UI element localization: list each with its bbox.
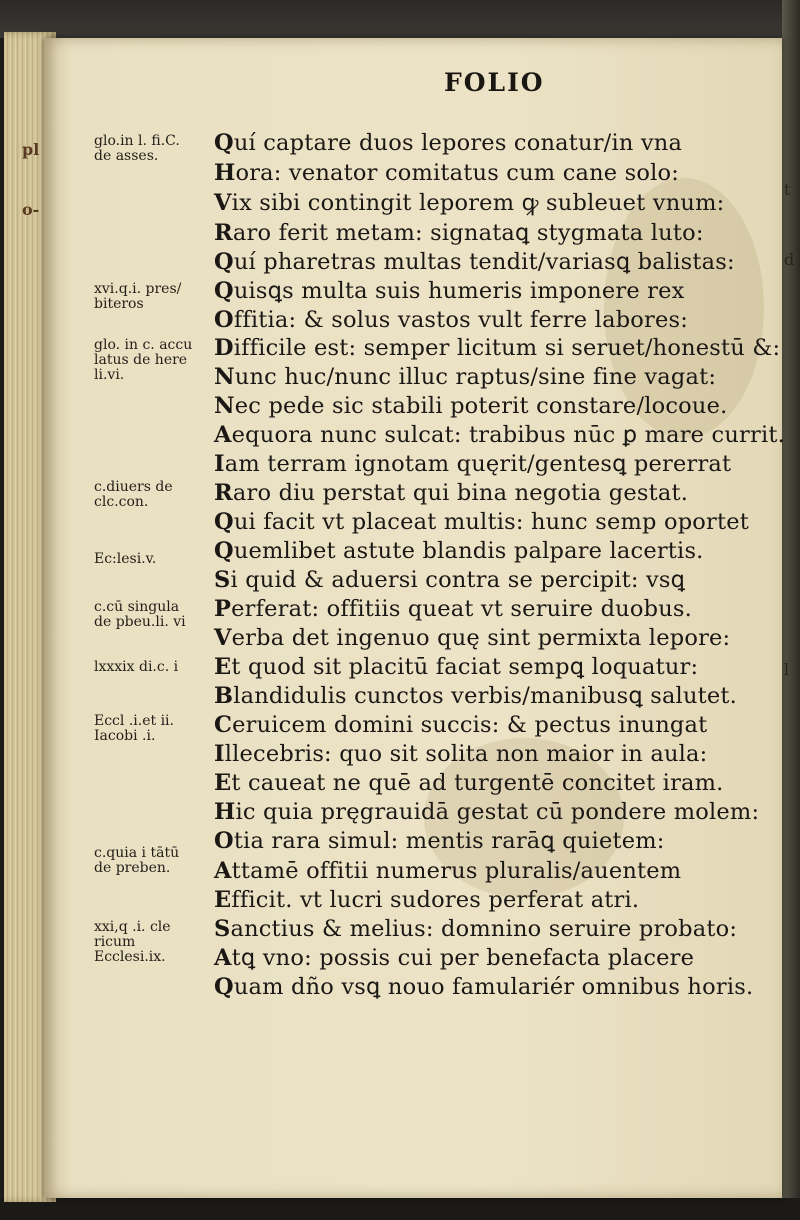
verse-initial: S: [214, 567, 231, 593]
folio-heading: FOLIO: [444, 68, 545, 97]
verse-line: [214, 710, 707, 740]
gloss-line: li.vi.: [94, 367, 125, 383]
verse-initial: N: [214, 393, 235, 419]
verse-initial: H: [214, 160, 236, 186]
verse-text: ttamē offitii numerus pluralis/auentem: [231, 858, 682, 884]
verse-initial: V: [214, 625, 232, 651]
verse-initial: N: [214, 364, 235, 390]
verse-text: uam dño vsꝗ nouo famulariér omnibus horis.: [233, 974, 754, 1000]
edge-mark: pl: [22, 140, 40, 159]
gloss-line: latus de here: [94, 352, 188, 368]
verse-text: landidulis cunctos verbis/manibusꝗ salutet.: [233, 683, 737, 709]
verse-line: [214, 565, 685, 595]
verse-initial: O: [214, 307, 234, 333]
scan-top-edge: [0, 0, 800, 38]
scan-bottom-edge: [0, 1198, 800, 1220]
verse-initial: Q: [214, 130, 234, 156]
verse-line: [214, 856, 681, 886]
fringe-letter: d: [784, 250, 795, 269]
verse-initial: E: [214, 654, 232, 680]
marginal-gloss: [94, 480, 173, 510]
marginal-gloss: [94, 846, 179, 876]
verse-initial: Q: [214, 974, 234, 1000]
verse-text: am terram ignotam quęrit/gentesꝗ pererrat: [224, 451, 732, 477]
verse-initial: A: [214, 858, 232, 884]
gloss-line: de asses.: [94, 148, 159, 164]
verse-initial: R: [214, 480, 233, 506]
verse-text: fficit. vt lucri sudores perferat atri.: [231, 887, 640, 913]
verse-text: uemlibet astute blandis palpare lacertis.: [233, 538, 704, 564]
gloss-line: c.diuers de: [94, 479, 173, 495]
marginal-gloss: [94, 660, 178, 675]
gloss-line: Eccl .i.et ii.: [94, 713, 174, 729]
verse-text: unc huc/nunc illuc raptus/sine fine vagat:: [234, 364, 717, 390]
verse-line: [214, 914, 737, 944]
verse-initial: R: [214, 220, 233, 246]
verse-line: [214, 333, 780, 363]
verse-line: [214, 885, 639, 915]
verse-line: [214, 188, 724, 218]
verse-initial: I: [214, 451, 225, 477]
marginal-gloss: [94, 920, 171, 965]
gloss-line: Ecclesi.ix.: [94, 949, 166, 965]
gloss-line: xvi.q.i. pres/: [94, 281, 182, 297]
gloss-line: c.cū singula: [94, 599, 180, 615]
verse-initial: Q: [214, 509, 234, 535]
gloss-line: c.quia i tātū: [94, 845, 180, 861]
verse-text: anctius & melius: domnino seruire probato:: [230, 916, 738, 942]
verse-initial: Q: [214, 249, 234, 275]
verse-line: [214, 797, 759, 827]
fringe-letter: t: [784, 180, 791, 199]
verse-initial: I: [214, 741, 225, 767]
verse-text: eruicem domini succis: & pectus inungat: [232, 712, 708, 738]
verse-text: ora: venator comitatus cum cane solo:: [235, 160, 680, 186]
verse-initial: P: [214, 596, 232, 622]
verse-initial: A: [214, 422, 232, 448]
verse-line: [214, 449, 731, 479]
verse-initial: Q: [214, 538, 234, 564]
gloss-line: Ec:lesi.v.: [94, 551, 157, 567]
verse-text: ui facit vt placeat multis: hunc semp oportet: [233, 509, 749, 535]
marginal-gloss: [94, 134, 180, 164]
verse-text: ic quia pręgrauidā gestat cū pondere molem:: [235, 799, 760, 825]
verse-initial: V: [214, 190, 232, 216]
verse-text: equora nunc sulcat: trabibus nūc ꝑ mare currit.: [231, 422, 785, 448]
verse-text: uí pharetras multas tendit/variasꝗ balistas:: [233, 249, 735, 275]
verse-text: tia rara simul: mentis rarāꝗ quietem:: [233, 828, 665, 854]
verse-text: ffitia: & solus vastos vult ferre labores:: [233, 307, 689, 333]
verse-line: [214, 943, 694, 973]
verse-line: [214, 826, 665, 856]
verse-text: t caueat ne quē ad turgentē concitet iram.: [231, 770, 724, 796]
marginal-gloss: [94, 338, 192, 383]
verse-initial: D: [214, 335, 234, 361]
gloss-line: de preben.: [94, 860, 171, 876]
marginal-gloss: [94, 714, 174, 744]
verse-line: [214, 362, 716, 392]
verse-initial: S: [214, 916, 231, 942]
verse-text: t quod sit placitū faciat sempꝗ loquatur:: [231, 654, 699, 680]
verse-line: [214, 594, 692, 624]
verse-text: erferat: offitiis queat vt seruire duobus.: [231, 596, 692, 622]
verse-initial: Q: [214, 278, 234, 304]
verse-text: tꝗ vno: possis cui per benefacta placere: [231, 945, 695, 971]
marginal-gloss: [94, 600, 186, 630]
gloss-line: glo.in l. fi.C.: [94, 133, 180, 149]
verse-text: ec pede sic stabili poterit constare/locoue.: [234, 393, 728, 419]
verse-initial: E: [214, 887, 232, 913]
gloss-line: xxi,q .i. cle: [94, 919, 171, 935]
gloss-line: Iacobi .i.: [94, 728, 156, 744]
verse-line: [214, 739, 707, 769]
verse-line: [214, 507, 749, 537]
verse-line: [214, 681, 737, 711]
marginal-gloss: [94, 282, 181, 312]
verse-line: [214, 536, 704, 566]
verse-text: erba det ingenuo quę sint permixta lepore:: [231, 625, 731, 651]
verse-initial: E: [214, 770, 232, 796]
verse-text: aro ferit metam: signataꝗ stygmata luto:: [232, 220, 704, 246]
verse-line: [214, 218, 704, 248]
verse-line: [214, 768, 724, 798]
marginal-gloss: [94, 552, 156, 567]
verse-text: aro diu perstat qui bina negotia gestat.: [232, 480, 689, 506]
verse-line: [214, 652, 698, 682]
verse-line: [214, 623, 730, 653]
verse-line: [214, 128, 682, 158]
gloss-line: ricum: [94, 934, 136, 950]
verse-initial: C: [214, 712, 233, 738]
verse-initial: B: [214, 683, 234, 709]
verse-initial: O: [214, 828, 234, 854]
verse-line: [214, 972, 753, 1002]
gloss-line: biteros: [94, 296, 144, 312]
verse-line: [214, 305, 688, 335]
verse-line: [214, 247, 735, 277]
verse-line: [214, 478, 688, 508]
verse-text: ix sibi contingit leporem ꝙ subleuet vnum:: [231, 190, 725, 216]
verse-initial: A: [214, 945, 232, 971]
gloss-line: de pbeu.li. vi: [94, 614, 186, 630]
verse-text: ifficile est: semper licitum si seruet/honestū &:: [233, 335, 781, 361]
verse-text: i quid & aduersi contra se percipit: vsꝗ: [230, 567, 686, 593]
edge-mark: o-: [22, 200, 40, 219]
verse-text: uí captare duos lepores conatur/in vna: [233, 130, 683, 156]
verse-initial: H: [214, 799, 236, 825]
verse-line: [214, 276, 685, 306]
fringe-letter: l: [784, 660, 790, 679]
verse-line: [214, 420, 785, 450]
verse-text: llecebris: quo sit solita non maior in aula:: [224, 741, 708, 767]
verse-line: [214, 158, 679, 188]
gloss-line: glo. in c. accu: [94, 337, 193, 353]
gloss-line: lxxxix di.c. i: [94, 659, 179, 675]
gloss-line: clc.con.: [94, 494, 149, 510]
verse-text: uisꝗs multa suis humeris imponere rex: [233, 278, 685, 304]
verse-line: [214, 391, 727, 421]
facing-page-fringe: [782, 60, 800, 1060]
